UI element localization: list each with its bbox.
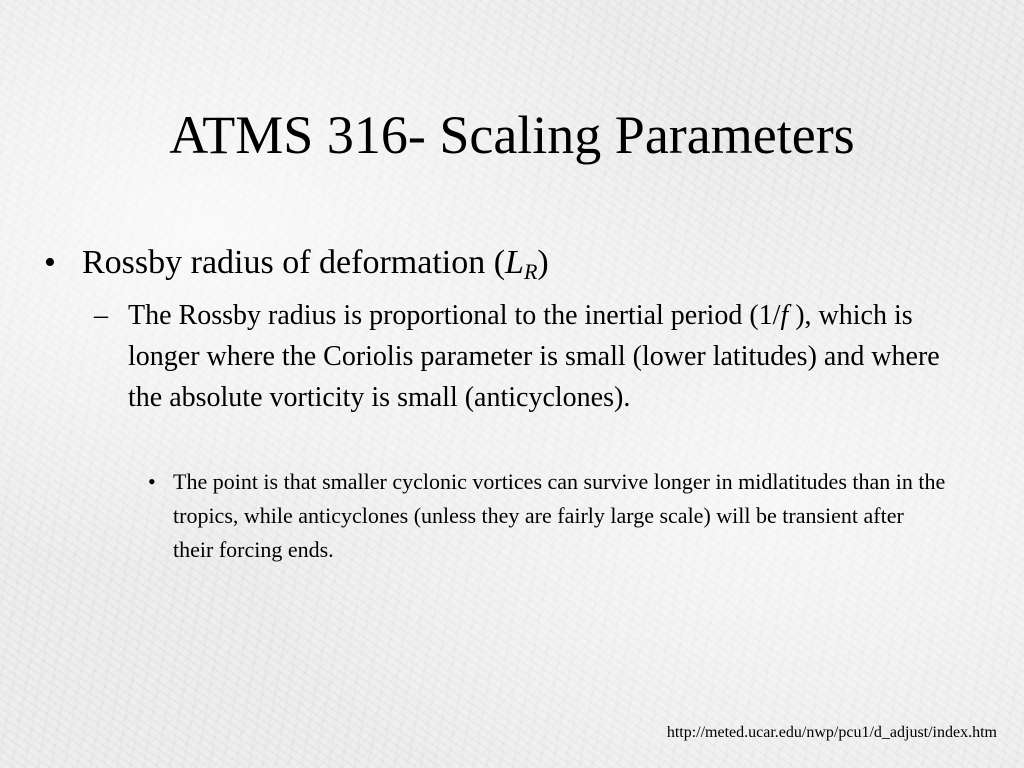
sub-bullet-text-after: ), which is longer where the Coriolis parameter is small (lower latitudes) and where the absolute vorticity is small (anticyclones).	[128, 300, 940, 413]
source-link[interactable]: http://meted.ucar.edu/nwp/pcu1/d_adjust/index.htm	[666, 724, 997, 741]
bullet-marker: •	[44, 244, 56, 281]
slide-title: ATMS 316- Scaling Parameters	[169, 105, 855, 165]
sub-sub-bullet-text: The point is that smaller cyclonic vortices can survive longer in midlatitudes than in the tropics, while anticyclones (unless they are fairly large scale) will be transient after their forcing ends.	[173, 469, 946, 562]
sub-sub-bullet-marker: •	[148, 469, 156, 494]
coriolis-symbol: f	[780, 300, 789, 331]
bullet-text-before: Rossby radius of deformation (	[82, 244, 506, 281]
sub-bullet-text-before: The Rossby radius is proportional to the inertial period (1/	[128, 300, 781, 331]
sub-bullet-text	[128, 295, 974, 418]
dash-marker: –	[94, 300, 108, 331]
rossby-symbol: L	[505, 244, 524, 281]
bullet-text-after: )	[537, 244, 549, 281]
bullet-text	[82, 240, 549, 286]
rossby-subscript: R	[523, 259, 538, 284]
